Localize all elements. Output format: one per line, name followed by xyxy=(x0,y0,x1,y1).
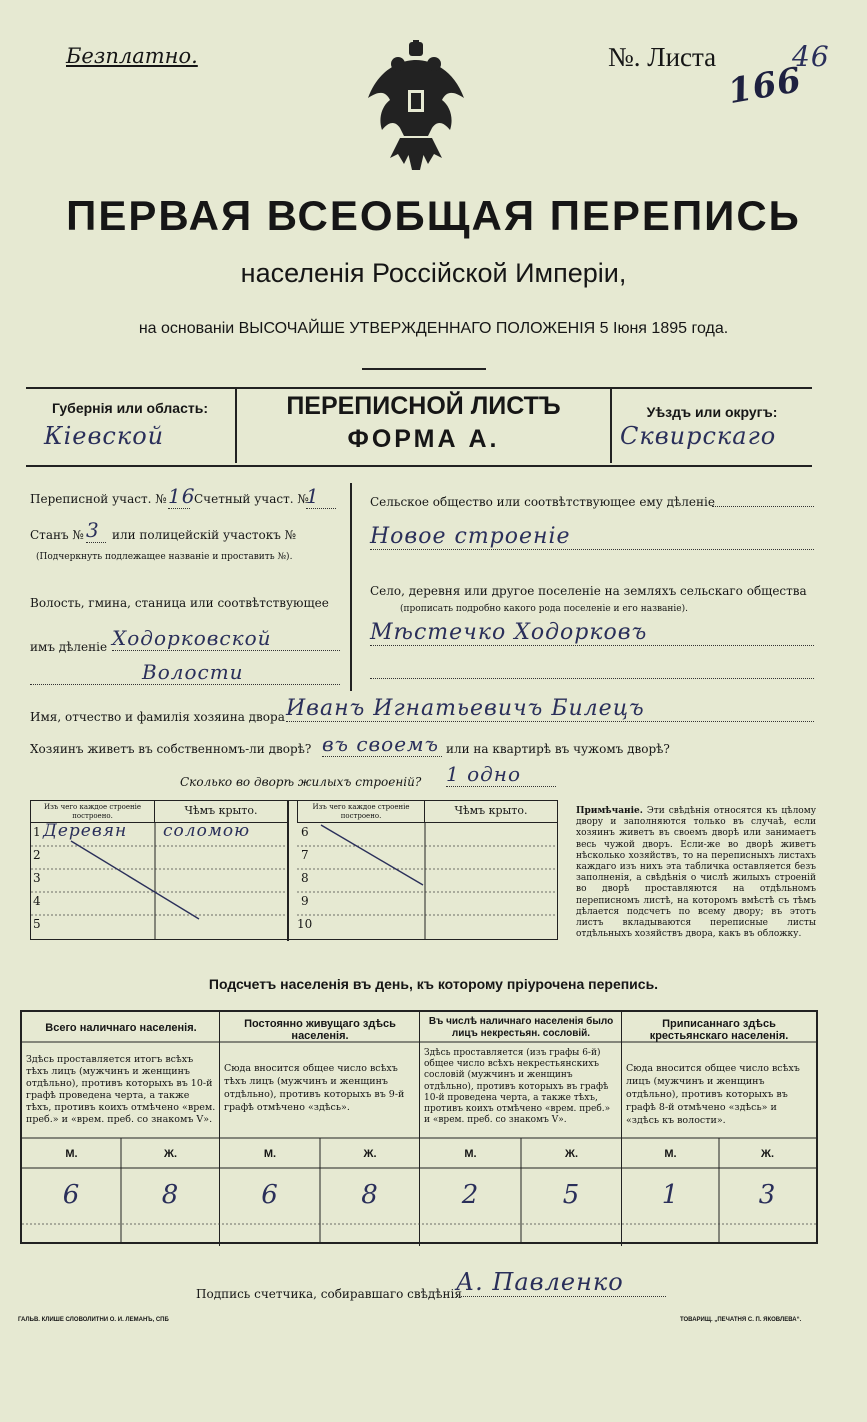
main-title: ПЕРВАЯ ВСЕОБЩАЯ ПЕРЕПИСЬ xyxy=(66,192,801,239)
district-value: Сквирскаго xyxy=(620,422,777,450)
ornament-divider xyxy=(362,368,486,370)
row-roof: соломою xyxy=(163,821,251,841)
buildings-table xyxy=(30,800,558,940)
row-no: 7 xyxy=(301,848,309,862)
female-label: Ж. xyxy=(363,1148,377,1160)
owner-name-value: Иванъ Игнатьевичъ Билецъ xyxy=(286,696,814,722)
stan-note: (Подчеркнуть подлежащее названіе и проставить №). xyxy=(36,552,293,562)
form-name: ФОРМА А. xyxy=(347,425,500,453)
footer-right: ТОВАРИЩ. „ПЕЧАТНЯ С. П. ЯКОВЛЕВА“. xyxy=(680,1317,802,1323)
male-count: 6 xyxy=(261,1180,279,1210)
buildings-value: 1 одно xyxy=(446,762,556,787)
male-label: М. xyxy=(664,1148,677,1160)
column-desc: Здѣсь проставляется (изъ графы 6-й) общее число всѣхъ некрестьянскихъ сословій (мужчинъ и женщинъ отдѣльно), противъ которыхъ въ графѣ 10-й проведена черта, а также тѣхъ, противъ коихъ отмѣчено «врем. преб.» и «врем. преб. со знакомъ V». xyxy=(424,1048,611,1126)
count-area-value: 1 xyxy=(306,484,336,509)
free-label: Безплатно. xyxy=(66,44,198,68)
double-headed-eagle-emblem xyxy=(360,40,472,175)
census-area-value: 16 xyxy=(168,484,196,508)
village-note: (прописать подробно какого рода поселеніе и его названіе). xyxy=(400,604,688,614)
sheet-no-value: 46 xyxy=(792,40,830,73)
note-title: Примѣчаніе. xyxy=(576,806,643,816)
section-divider xyxy=(350,483,352,691)
owner-name-label: Имя, отчество и фамилія хозяина двора xyxy=(30,710,285,724)
population-heading: Подсчетъ населенія въ день, къ которому пріурочена перепись. xyxy=(208,976,659,992)
female-count: 5 xyxy=(562,1180,581,1210)
column-title: Въ числѣ наличнаго населенія было лицъ некрестьян. сословій. xyxy=(428,1016,614,1039)
village-label: Село, деревня или другое поселеніе на земляхъ сельскаго общества xyxy=(370,584,807,598)
male-label: М. xyxy=(464,1148,477,1160)
footer-left: ГАЛЬВ. КЛИШЕ СЛОВОЛИТНИ О. И. ЛЕМАНЪ, СПБ xyxy=(18,1317,169,1323)
owner-lives-value: въ своемъ xyxy=(322,732,442,757)
female-count: 3 xyxy=(758,1180,777,1210)
column-desc: Здѣсь проставляется итогъ всѣхъ тѣхъ лицъ (мужчинъ и женщинъ отдѣльно), противъ которыхъ въ 10-й графѣ проведена черта, а также тѣхъ, противъ коихъ отмѣчено «врем. преб.» и «врем. преб. со знакомъ V». xyxy=(26,1054,216,1125)
village-blank-line xyxy=(370,662,814,679)
stamp-number: 166 xyxy=(725,59,805,113)
stan-value: 3 xyxy=(86,518,106,543)
signature-label: Подпись счетчика, собиравшаго свѣдѣнія xyxy=(196,1287,462,1301)
col-roof-header-2: Чѣмъ крыто. xyxy=(425,801,557,823)
stan-label: Станъ № xyxy=(30,528,84,542)
col-roof-header: Чѣмъ крыто. xyxy=(155,801,287,823)
volost-label-2: имъ дѣленіе xyxy=(30,640,108,654)
volost-value-2: Волости xyxy=(30,660,340,685)
district-label: Уѣздъ или округъ: xyxy=(646,404,778,420)
female-label: Ж. xyxy=(565,1148,578,1160)
column-desc: Сюда вносится общее число всѣхъ лицъ (мужчинъ и женщинъ отдѣльно), противъ которыхъ въ графѣ 8-й отмѣчено «здѣсь» и «здѣсь къ волости». xyxy=(626,1063,800,1126)
column-desc: Сюда вносится общее число всѣхъ тѣхъ лицъ (мужчинъ и женщинъ отдѣльно), противъ которыхъ въ 9-й графѣ отмѣчено «здѣсь». xyxy=(224,1063,405,1113)
volost-value: Ходорковской xyxy=(112,626,340,651)
row-no: 10 xyxy=(297,917,313,931)
row-no: 5 xyxy=(33,917,41,931)
table-grid-lines xyxy=(31,801,557,939)
population-table xyxy=(20,1010,818,1244)
male-count: 1 xyxy=(661,1180,680,1210)
police-label: или полицейскій участокъ № xyxy=(112,528,297,542)
subtitle: населенія Россійской Имперіи, xyxy=(240,258,627,288)
volost-label: Волость, гмина, станица или соотвѣтствующее xyxy=(30,596,329,610)
male-count: 6 xyxy=(62,1180,81,1210)
form-title: ПЕРЕПИСНОЙ ЛИСТЪ xyxy=(286,392,561,420)
province-value: Кіевской xyxy=(44,422,165,450)
owner-lives-label-2: или на квартирѣ въ чужомъ дворѣ? xyxy=(446,742,670,756)
male-label: М. xyxy=(263,1148,277,1160)
count-area-label: Счетный участ. № xyxy=(194,492,309,506)
female-label: Ж. xyxy=(761,1148,774,1160)
col-material-header: Изъ чего каждое строеніе построено. xyxy=(31,801,155,823)
note-block xyxy=(576,806,816,940)
row-no: 9 xyxy=(301,894,309,908)
row-no: 3 xyxy=(33,871,41,885)
population-grid xyxy=(22,1012,816,1242)
female-count: 8 xyxy=(161,1180,180,1210)
basis-line: на основаніи ВЫСОЧАЙШЕ УТВЕРЖДЕННАГО ПОЛОЖЕНІЯ 5 Іюня 1895 года. xyxy=(138,320,729,337)
row-no: 1 xyxy=(33,825,41,839)
buildings-label: Сколько во дворѣ жилыхъ строеній? xyxy=(180,775,422,789)
row-no: 4 xyxy=(33,894,41,908)
column-title: Всего наличнаго населенія. xyxy=(45,1022,197,1034)
male-label: М. xyxy=(65,1148,78,1160)
row-no: 2 xyxy=(33,848,41,862)
row-no: 8 xyxy=(301,871,309,885)
col-material-header-2: Изъ чего каждое строеніе построено. xyxy=(297,801,425,823)
row-material: Деревян xyxy=(43,821,128,841)
row-no: 6 xyxy=(301,825,309,839)
village-value: Мѣстечко Ходорковъ xyxy=(370,620,814,646)
female-label: Ж. xyxy=(164,1148,177,1160)
sheet-no-label: №. Листа xyxy=(608,42,717,72)
society-leader xyxy=(712,500,814,507)
column-title: Постоянно живущаго здѣсь населенія. xyxy=(244,1018,396,1042)
province-label: Губернія или область: xyxy=(51,400,209,416)
note-text: Эти свѣдѣнія относятся къ цѣлому двору и заполняются только въ случаѣ, если хозяинъ живетъ въ своемъ дворѣ или занимаетъ весь чужой дворъ. Если-же во дворѣ живетъ нѣсколько хозяйствъ, то на переписныхъ листахъ каждаго изъ нихъ эта табличка оставляется безъ заполненія, а свѣдѣнія о числѣ жилыхъ строеній во дворѣ проставляются на отдѣльномъ переписномъ листѣ, на которомъ вмѣстѣ съ тѣмъ дѣлается подсчетъ по всему двору; въ этотъ листъ вкладываются переписные листы отдѣльныхъ хозяйствъ двора, какъ въ обложку. xyxy=(576,806,816,940)
female-count: 8 xyxy=(361,1180,379,1210)
census-area-label: Переписной участ. № xyxy=(30,492,167,506)
column-title: Приписаннаго здѣсь крестьянскаго населенія. xyxy=(649,1018,789,1042)
signature-value: А. Павленко xyxy=(456,1268,666,1297)
society-value: Новое строеніе xyxy=(370,524,814,550)
society-label: Сельское общество или соотвѣтствующее ему дѣленіе xyxy=(370,495,715,509)
owner-lives-label: Хозяинъ живетъ въ собственномъ-ли дворѣ? xyxy=(30,742,312,756)
male-count: 2 xyxy=(461,1180,480,1210)
